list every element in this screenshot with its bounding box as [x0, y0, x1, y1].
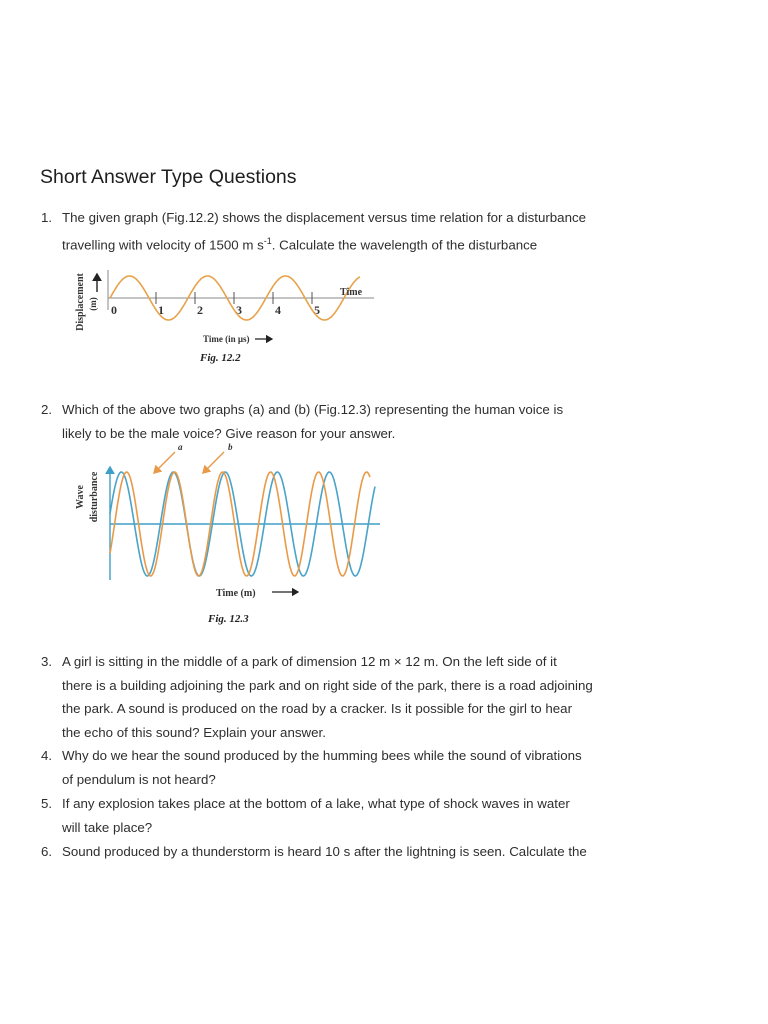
- page-title: Short Answer Type Questions: [40, 166, 297, 188]
- x-axis-label: Time (m): [216, 588, 256, 599]
- question-number: 1.: [41, 210, 53, 225]
- question-5: [41, 792, 570, 839]
- y-axis-label: Wave: [75, 485, 86, 509]
- question-text: of pendulum is not heard?: [62, 771, 216, 787]
- question-text: The given graph (Fig.12.2) shows the displacement versus time relation for a disturbance: [62, 210, 587, 225]
- question-6: [41, 840, 587, 864]
- x-axis-label: Time (in µs): [203, 334, 250, 344]
- origin-label: 0: [111, 303, 117, 317]
- question-text: Why do we hear the sound produced by the humming bees while the sound of vibrations: [62, 748, 582, 763]
- y-axis-label: disturbance: [89, 471, 100, 523]
- tick-label: 2: [197, 303, 203, 317]
- question-text: Sound produced by a thunderstorm is heard 10 s after the lightning is seen. Calculate the: [62, 844, 587, 859]
- tick-label: 4: [275, 303, 281, 317]
- figure-caption: Fig. 12.2: [200, 352, 241, 364]
- question-2: [41, 398, 563, 445]
- pointer-arrow-a: [154, 452, 175, 473]
- tick-label: 1: [158, 303, 164, 317]
- figure-12-2: [70, 262, 390, 358]
- question-text: there is a building adjoining the park and on right side of the park, there is a road adjoining: [62, 677, 593, 693]
- tick-group: [156, 292, 320, 317]
- question-1: [41, 206, 586, 256]
- wave-label-b: b: [228, 442, 233, 452]
- question-text: Which of the above two graphs (a) and (b) (Fig.12.3) representing the human voice is: [62, 402, 564, 417]
- question-number: 4.: [41, 748, 53, 763]
- figure-12-3: [70, 442, 390, 604]
- question-text: . Calculate the wavelength of the disturbance: [271, 236, 538, 252]
- tick-label: 5: [314, 303, 320, 317]
- question-4: [41, 744, 582, 791]
- question-text: the echo of this sound? Explain your answer.: [62, 724, 326, 740]
- question-text: likely to be the male voice? Give reason for your answer.: [62, 425, 396, 441]
- tick-label: 3: [236, 303, 242, 317]
- question-number: 6.: [41, 844, 53, 859]
- question-number: 2.: [41, 402, 53, 417]
- axis-end-label: Time: [340, 287, 363, 298]
- question-text: the park. A sound is produced on the road by a cracker. Is it possible for the girl to hear: [62, 701, 573, 716]
- y-axis-label: Displacement: [75, 273, 86, 331]
- question-text: If any explosion takes place at the bottom of a lake, what type of shock waves in water: [62, 796, 570, 811]
- question-text: will take place?: [62, 819, 153, 835]
- pointer-arrow-b: [203, 452, 224, 473]
- question-text: travelling with velocity of 1500 m s: [62, 236, 264, 252]
- wave-label-a: a: [178, 442, 183, 452]
- superscript: -1: [263, 235, 272, 246]
- question-number: 5.: [41, 796, 53, 811]
- question-number: 3.: [41, 654, 53, 669]
- question-text: A girl is sitting in the middle of a park of dimension 12 m × 12 m. On the left side of it: [62, 654, 557, 669]
- question-3: [41, 650, 593, 744]
- figure-caption: Fig. 12.3: [208, 613, 249, 625]
- y-axis-unit: (m): [88, 297, 98, 311]
